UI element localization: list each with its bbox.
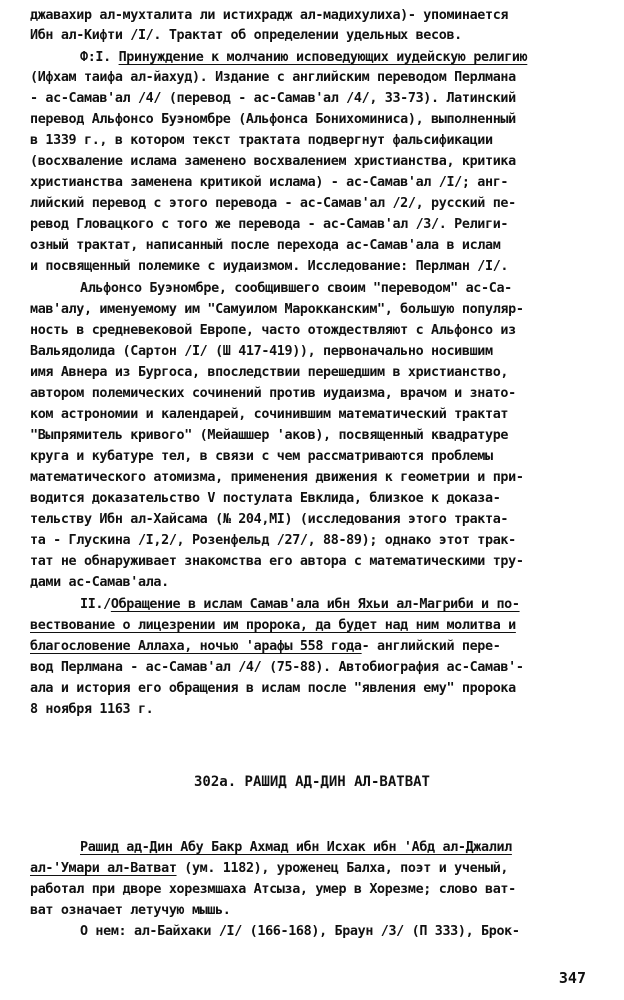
- text-line: Альфонсо Буэномбре, сообщившего своим "переводом" ас-Са-: [80, 281, 512, 296]
- entry-title-line: вествование о лицезрении им пророка, да будет над ним молитва и: [30, 618, 516, 633]
- text-line: ком астрономии и календарей, сочинившим математический трактат: [30, 407, 509, 422]
- text-line: ват означает летучую мышь.: [30, 903, 231, 918]
- entry-title-line: Рашид ад-Дин Абу Бакр Ахмад ибн Исхак ибн 'Абд ал-Джалил: [80, 840, 512, 855]
- text-line: вод Перлмана - ас-Самав'ал /4/ (75-88). Автобиография ас-Самав'-: [30, 660, 524, 675]
- text-line: - ас-Самав'ал /4/ (перевод - ас-Самав'ал /4/, 33-73). Латинский: [30, 91, 516, 106]
- entry-title: благословение Аллаха, ночью 'арафы 558 года: [30, 639, 362, 654]
- text-fragment: (ум. 1182), уроженец Балха, поэт и ученый,: [176, 861, 509, 876]
- text-line: тельству Ибн ал-Хайсама (№ 204,MI) (исследования этого тракта-: [30, 512, 509, 527]
- text-line: работал при дворе хорезмшаха Атсыза, умер в Хорезме; слово ват-: [30, 882, 516, 897]
- entry-title: ал-'Умари ал-Ватват: [30, 861, 177, 876]
- entry-title-line: [30, 859, 610, 879]
- text-line: тат не обнаруживает знакомства его автора с математическими тру-: [30, 554, 524, 569]
- text-line: дами ас-Самав'ала.: [30, 575, 169, 590]
- section-heading: 302а. РАШИД АД-ДИН АЛ-ВАТВАТ: [193, 774, 430, 790]
- text-line: "Выпрямитель кривого" (Мейашшер 'аков), посвященный квадратуре: [30, 428, 509, 443]
- text-line: (Ифхам таифа ал-йахуд). Издание с английским переводом Перлмана: [30, 70, 516, 85]
- text-line: Вальядолида (Сартон /I/ (Ш 417-419)), первоначально носившим: [30, 344, 493, 359]
- text-line: джавахир ал-мухталита ли истихрадж ал-мадихулиха)- упоминается: [30, 8, 509, 23]
- entry-title-line: [30, 48, 610, 68]
- text-line: та - Глускина /I,2/, Розенфельд /27/, 88-89); однако этот трак-: [30, 533, 516, 548]
- text-line: лийский перевод с этого перевода - ас-Самав'ал /2/, русский пе-: [30, 196, 516, 211]
- text-line: христианства заменена критикой ислама) - ас-Самав'ал /I/; анг-: [30, 175, 509, 190]
- text-line: ревод Гловацкого с того же перевода - ас-Самав'ал /3/. Религи-: [30, 217, 509, 232]
- text-line: Ибн ал-Кифти /I/. Трактат об определении удельных весов.: [30, 28, 462, 43]
- text-line: имя Авнера из Бургоса, впоследствии перешедшим в христианство,: [30, 365, 509, 380]
- text-line: водится доказательство V постулата Евклида, близкое к доказа-: [30, 491, 501, 506]
- entry-marker: II./: [80, 597, 111, 612]
- text-line: ность в средневековой Европе, часто отождествляют с Альфонсо из: [30, 323, 516, 338]
- text-line: автором полемических сочинений против иудаизма, врачом и знато-: [30, 386, 516, 401]
- text-line: озный трактат, написанный после перехода ас-Самав'ала в ислам: [30, 238, 501, 253]
- text-fragment: - английский пере-: [361, 639, 501, 654]
- text-line: ала и история его обращения в ислам после "явления ему" пророка: [30, 681, 516, 696]
- entry-title: Обращение в ислам Самав'ала ибн Яхьи ал-Магриби и по-: [110, 597, 520, 612]
- text-line: в 1339 г., в котором текст трактата подвергнут фальсификации: [30, 133, 493, 148]
- entry-title-line: [30, 637, 610, 657]
- text-line: перевод Альфонсо Буэномбре (Альфонса Бонихоминиса), выполненный: [30, 112, 516, 127]
- entry-title: Принуждение к молчанию исповедующих иудейскую религию: [118, 50, 528, 65]
- text-line: математического атомизма, применения движения к геометрии и при-: [30, 470, 524, 485]
- text-line: мав'алу, именуемому им "Самуилом Марокканским", большую популяр-: [30, 302, 524, 317]
- text-line: и посвященный полемике с иудаизмом. Исследование: Перлман /I/.: [30, 259, 509, 274]
- entry-marker: Ф:I.: [80, 50, 111, 65]
- entry-title-line: [80, 595, 610, 615]
- text-line: круга и кубатуре тел, в связи с чем рассматриваются проблемы: [30, 449, 493, 464]
- text-line: О нем: ал-Байхаки /I/ (166-168), Браун /3/ (П 333), Брок-: [80, 924, 520, 939]
- text-line: (восхваление ислама заменено восхвалением христианства, критика: [30, 154, 516, 169]
- text-line: 8 ноября 1163 г.: [30, 702, 154, 717]
- page-number: 347: [558, 969, 586, 987]
